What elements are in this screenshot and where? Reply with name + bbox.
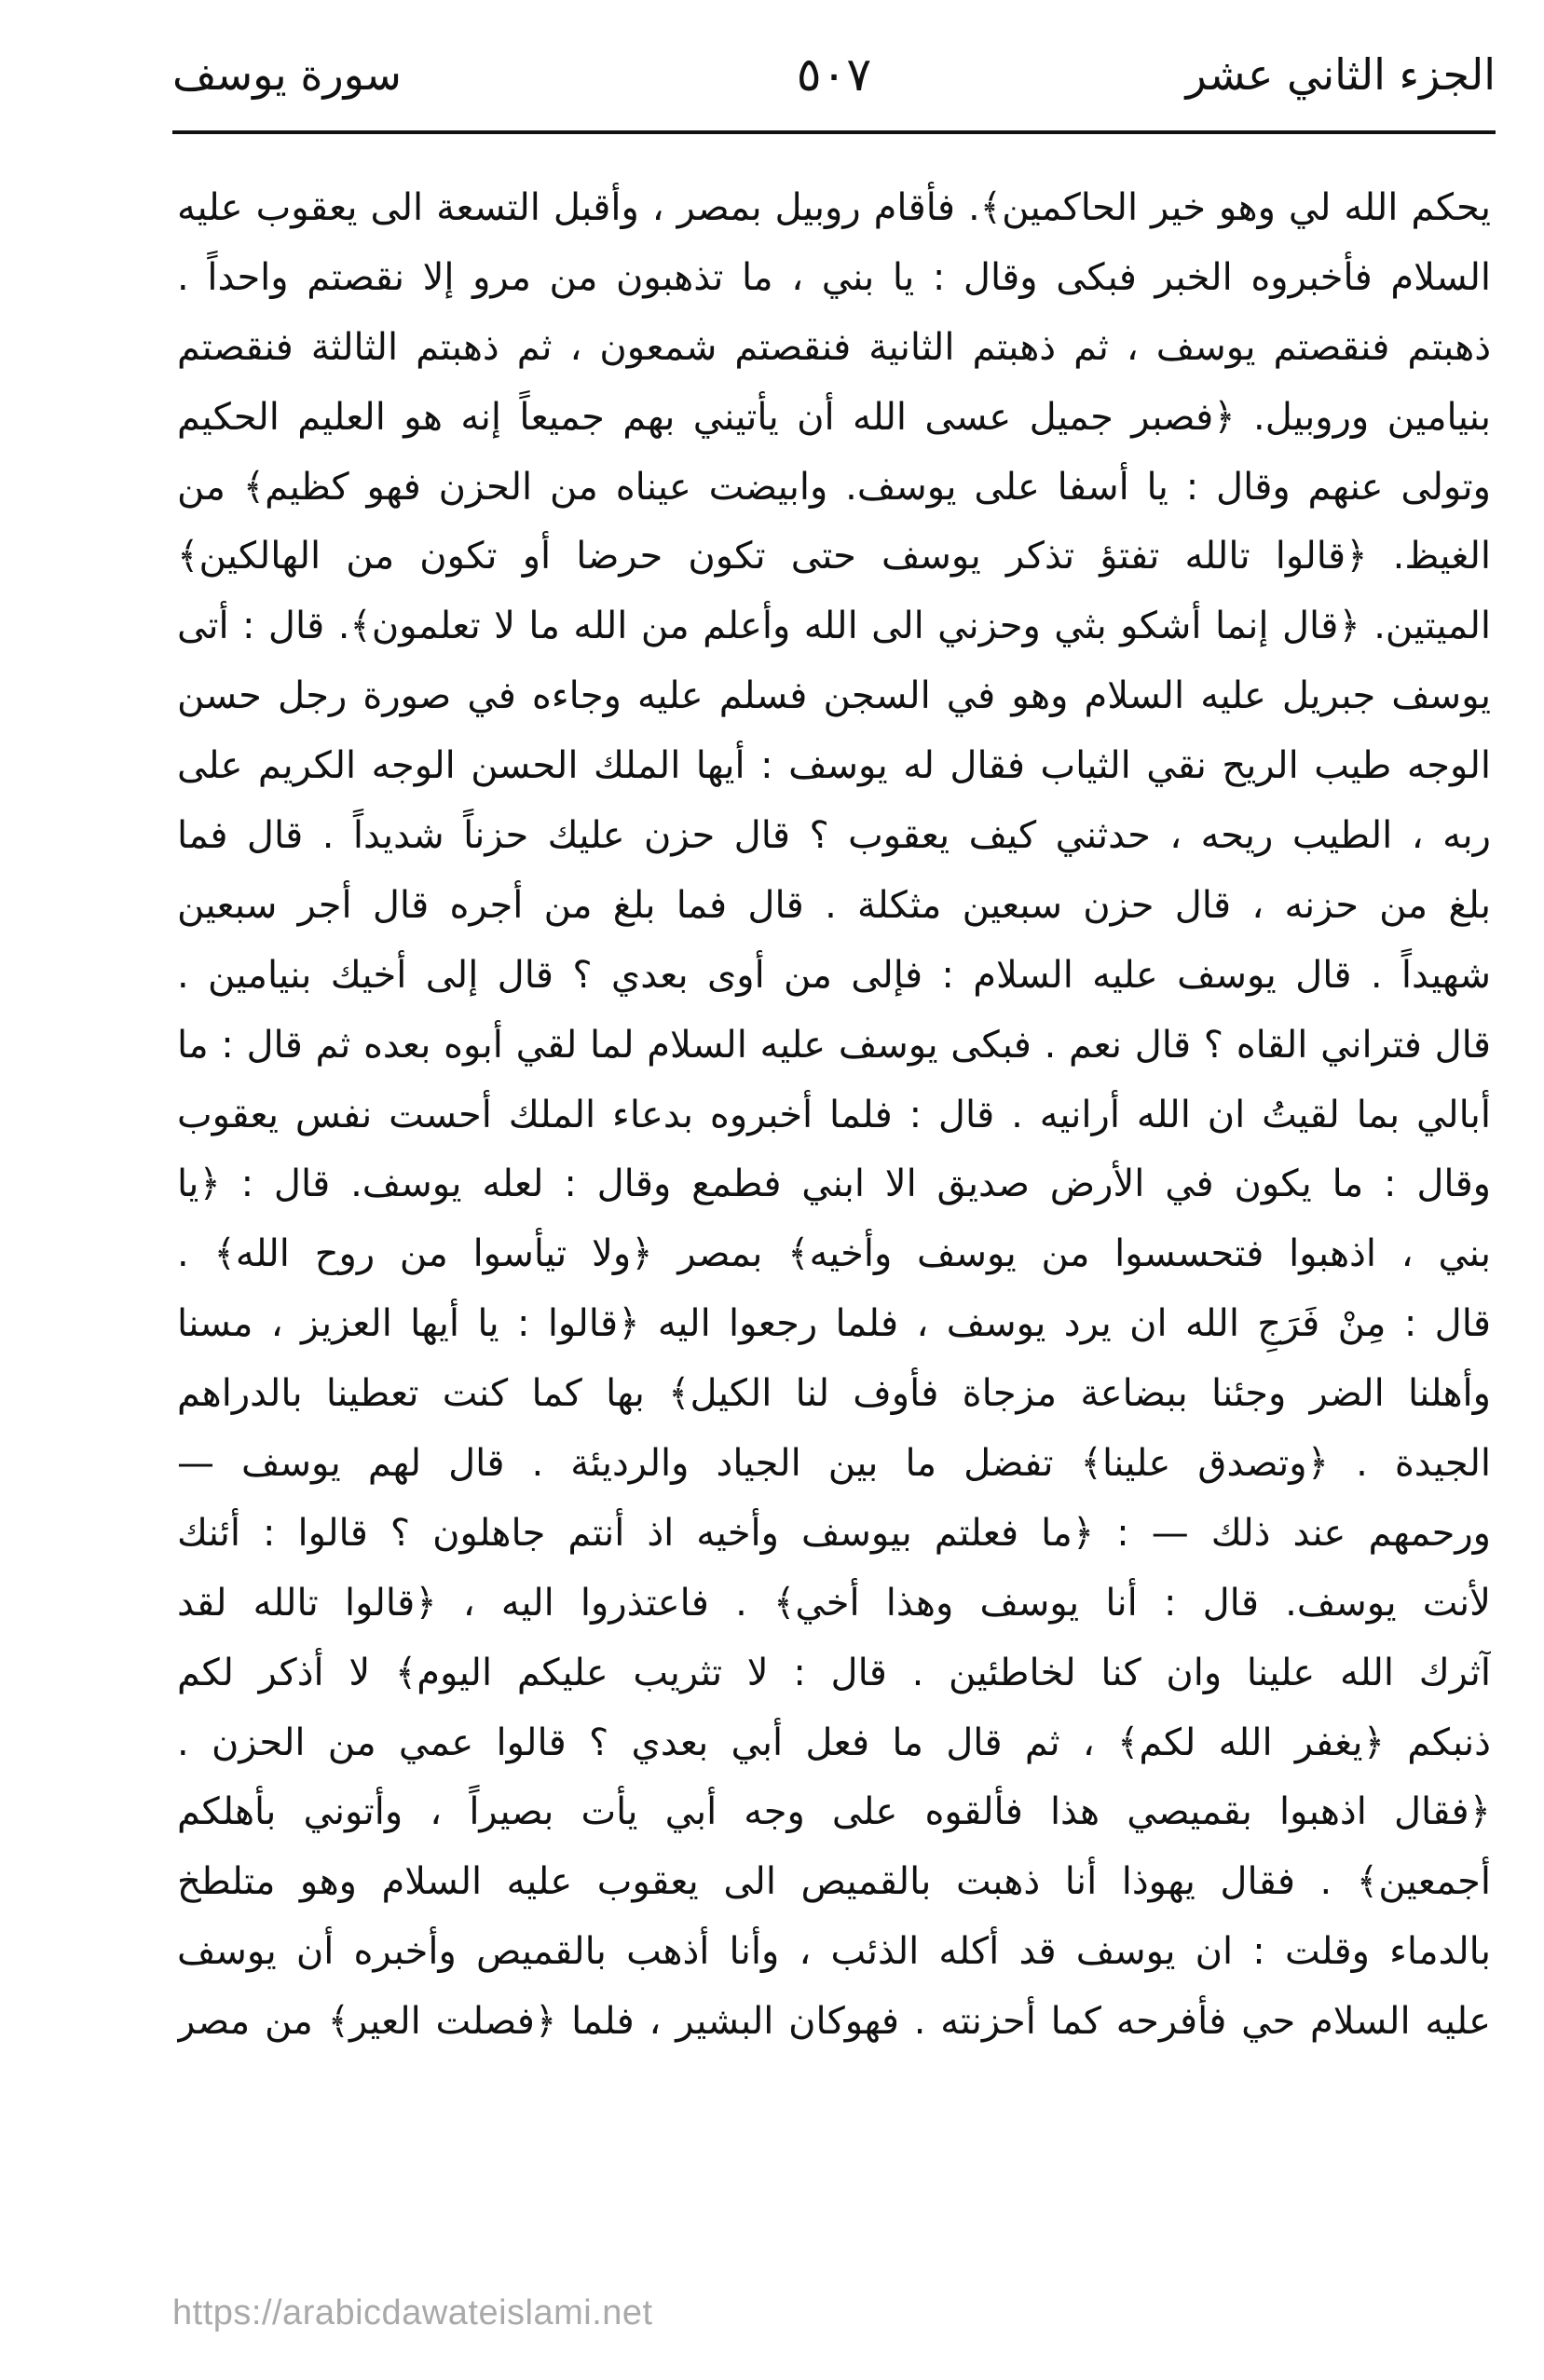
text-line: ربه ، الطيب ريحه ، حدثني كيف يعقوب ؟ قال حزن عليك حزناً شديداً . قال فما (177, 814, 1491, 858)
text-line: عليه السلام حي فأفرحه كما أحزنته . فهوكان البشير ، فلما ﴿فصلت العير﴾ من مصر (177, 2000, 1491, 2044)
part-title: الجزء الثاني عشر (1185, 49, 1496, 100)
page-header (172, 37, 1496, 121)
text-line: قال فتراني القاه ؟ قال نعم . فبكى يوسف عليه السلام لما لقي أبوه بعده ثم قال : ما (177, 1023, 1491, 1067)
header-divider (172, 130, 1496, 134)
text-line: بني ، اذهبوا فتحسسوا من يوسف وأخيه﴾ بمصر ﴿ولا تيأسوا من روح الله﴾ . (177, 1232, 1491, 1276)
text-line: بلغ من حزنه ، قال حزن سبعين مثكلة . قال فما بلغ من أجره قال أجر سبعين (177, 883, 1491, 927)
page-number: ٥٠٧ (796, 48, 872, 102)
body-text (177, 173, 1491, 2223)
text-line: الوجه طيب الريح نقي الثياب فقال له يوسف : أيها الملك الحسن الوجه الكريم على (177, 744, 1491, 788)
text-line: ورحمهم عند ذلك — : ﴿ما فعلتم بيوسف وأخيه اذ أنتم جاهلون ؟ قالوا : أئنك (177, 1511, 1491, 1555)
text-line: يحكم الله لي وهو خير الحاكمين﴾. فأقام روبيل بمصر ، وأقبل التسعة الى يعقوب عليه (177, 186, 1491, 229)
source-watermark: https://arabicdawateislami.net (172, 2293, 653, 2332)
text-line: أجمعين﴾ . فقال يهوذا أنا ذهبت بالقميص الى يعقوب عليه السلام وهو متلطخ (177, 1860, 1491, 1904)
surah-title: سورة يوسف (172, 49, 402, 100)
text-line: شهيداً . قال يوسف عليه السلام : فإلى من أوى بعدي ؟ قال إلى أخيك بنيامين . (177, 953, 1491, 997)
text-line: لأنت يوسف. قال : أنا يوسف وهذا أخي﴾ . فاعتذروا اليه ، ﴿قالوا تالله لقد (177, 1581, 1491, 1625)
text-line: وقال : ما يكون في الأرض صديق الا ابني فطمع وقال : لعله يوسف. قال : ﴿يا (177, 1163, 1491, 1206)
text-line: الميتين. ﴿قال إنما أشكو بثي وحزني الى الله وأعلم من الله ما لا تعلمون﴾. قال : أتى (177, 605, 1491, 648)
text-line: ذنبكم ﴿يغفر الله لكم﴾ ، ثم قال ما فعل أبي بعدي ؟ قالوا عمي من الحزن . (177, 1720, 1491, 1764)
text-line: وتولى عنهم وقال : يا أسفا على يوسف. وابيضت عيناه من الحزن فهو كظيم﴾ من (177, 465, 1491, 509)
text-line: بالدماء وقلت : ان يوسف قد أكله الذئب ، وأنا أذهب بالقميص وأخبره أن يوسف (177, 1930, 1491, 1974)
text-line: السلام فأخبروه الخبر فبكى وقال : يا بني ، ما تذهبون من مرو إلا نقصتم واحداً . (177, 255, 1491, 299)
text-line: الغيظ. ﴿قالوا تالله تفتؤ تذكر يوسف حتى تكون حرضا أو تكون من الهالكين﴾ (177, 535, 1491, 578)
text-line: ذهبتم فنقصتم يوسف ، ثم ذهبتم الثانية فنقصتم شمعون ، ثم ذهبتم الثالثة فنقصتم (177, 325, 1491, 369)
text-line: يوسف جبريل عليه السلام وهو في السجن فسلم عليه وجاءه في صورة رجل حسن (177, 674, 1491, 718)
text-line: أبالي بما لقيتُ ان الله أرانيه . قال : فلما أخبروه بدعاء الملك أحست نفس يعقوب (177, 1093, 1491, 1136)
text-line: آثرك الله علينا وان كنا لخاطئين . قال : لا تثريب عليكم اليوم﴾ لا أذكر لكم (177, 1651, 1491, 1694)
text-line: قال : مِنْ فَرَجِ الله ان يرد يوسف ، فلما رجعوا اليه ﴿قالوا : يا أيها العزيز ، مسنا (177, 1302, 1491, 1346)
text-line: ﴿فقال اذهبوا بقميصي هذا فألقوه على وجه أبي يأت بصيراً ، وأتوني بأهلكم (177, 1790, 1491, 1834)
text-line: بنيامين وروبيل. ﴿فصبر جميل عسى الله أن يأتيني بهم جميعاً إنه هو العليم الحكيم (177, 395, 1491, 439)
text-line: الجيدة . ﴿وتصدق علينا﴾ تفضل ما بين الجياد والرديئة . قال لهم يوسف — (177, 1442, 1491, 1486)
text-line: وأهلنا الضر وجئنا ببضاعة مزجاة فأوف لنا الكيل﴾ بها كما كنت تعطينا بالدراهم (177, 1372, 1491, 1416)
